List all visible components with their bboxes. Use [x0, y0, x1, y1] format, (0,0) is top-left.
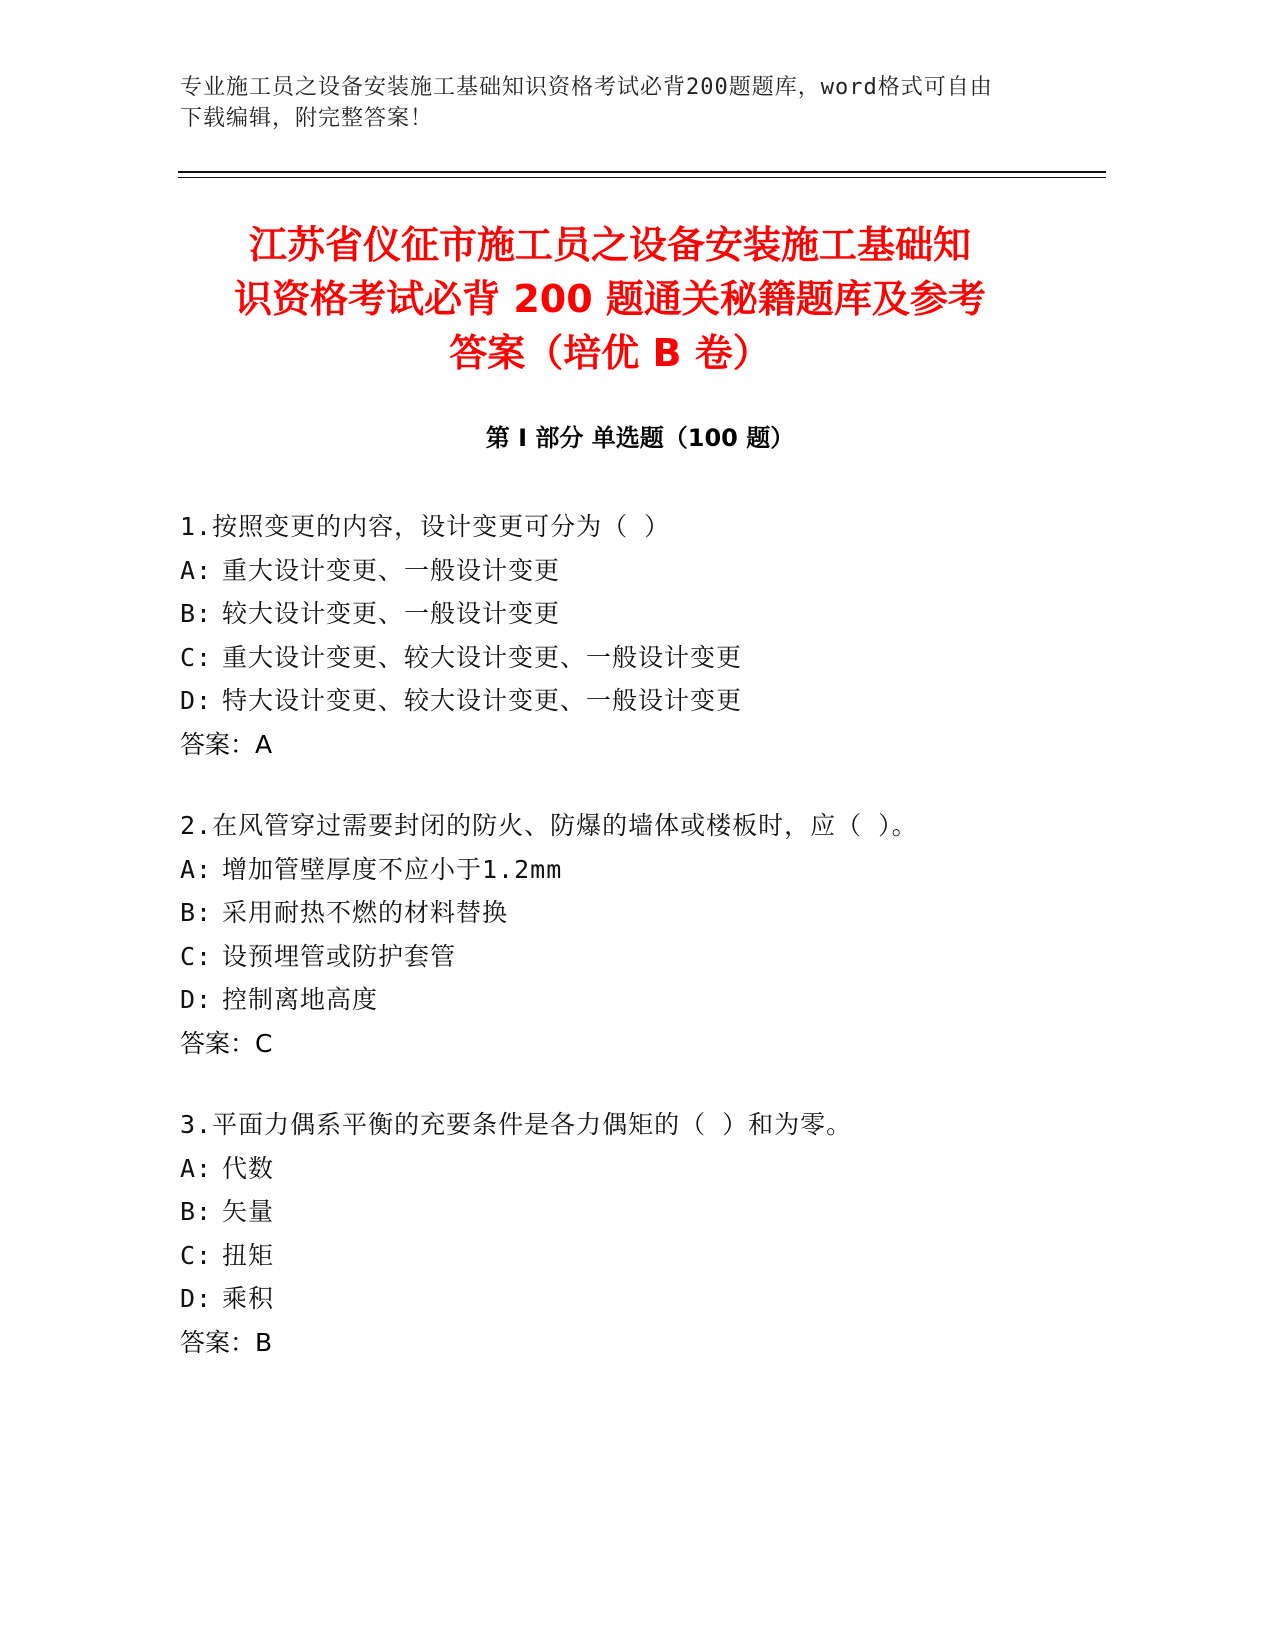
option-text: 乘积 — [222, 1284, 275, 1313]
question-3 — [180, 1103, 1100, 1364]
option-label: A: — [180, 854, 213, 884]
option-label: B: — [180, 599, 213, 628]
option-text: 增加管壁厚度不应小于1.2mm — [222, 854, 563, 884]
question-2 — [180, 804, 1100, 1065]
option-text: 控制离地高度 — [222, 985, 379, 1014]
option-text: 采用耐热不燃的材料替换 — [222, 898, 509, 927]
option-text: 特大设计变更、较大设计变更、一般设计变更 — [222, 686, 743, 715]
option-d — [180, 1277, 1100, 1321]
option-a — [180, 1147, 1100, 1191]
option-d — [180, 679, 1100, 723]
title-line-2: 识资格考试必背 200 题通关秘籍题库及参考 — [234, 277, 986, 321]
option-label: D: — [180, 686, 213, 715]
header-line-1: 专业施工员之设备安装施工基础知识资格考试必背200题题库，word格式可自由 — [180, 75, 993, 100]
option-b — [180, 891, 1100, 935]
option-c — [180, 935, 1100, 979]
option-text: 代数 — [222, 1153, 275, 1183]
question-list — [180, 505, 1100, 1402]
option-a — [180, 848, 1100, 892]
option-label: C: — [180, 642, 213, 672]
question-stem: 1.按照变更的内容，设计变更可分为（ ） — [180, 512, 671, 541]
question-stem: 2.在风管穿过需要封闭的防火、防爆的墙体或楼板时，应（ ）。 — [180, 811, 918, 840]
option-text: 较大设计变更、一般设计变更 — [222, 599, 561, 628]
option-b — [180, 592, 1100, 636]
option-label: A: — [180, 555, 213, 585]
section-title: 第 I 部分 单选题（100 题） — [485, 424, 795, 452]
option-text: 重大设计变更、一般设计变更 — [222, 555, 561, 585]
option-label: C: — [180, 1240, 213, 1270]
header-divider-thick — [178, 171, 1106, 173]
option-text: 扭矩 — [222, 1240, 275, 1270]
question-1 — [180, 505, 1100, 766]
title-line-1: 江苏省仪征市施工员之设备安装施工基础知 — [248, 223, 971, 267]
option-c — [180, 1234, 1100, 1278]
option-text: 重大设计变更、较大设计变更、一般设计变更 — [222, 642, 743, 672]
answer: 答案：B — [180, 1327, 273, 1357]
header-divider-thin — [178, 177, 1106, 178]
question-stem: 3.平面力偶系平衡的充要条件是各力偶矩的（ ）和为零。 — [180, 1110, 853, 1139]
answer: 答案：A — [180, 729, 273, 759]
option-label: B: — [180, 898, 213, 927]
option-text: 矢量 — [222, 1197, 275, 1226]
option-b — [180, 1190, 1100, 1234]
option-text: 设预埋管或防护套管 — [222, 941, 457, 971]
option-label: C: — [180, 941, 213, 971]
option-label: B: — [180, 1197, 213, 1226]
option-d — [180, 978, 1100, 1022]
page-header — [180, 72, 1100, 134]
option-label: A: — [180, 1153, 213, 1183]
header-line-2: 下载编辑，附完整答案！ — [180, 106, 434, 131]
document-title — [180, 218, 1040, 380]
option-a — [180, 549, 1100, 593]
option-c — [180, 636, 1100, 680]
option-label: D: — [180, 1284, 213, 1313]
option-label: D: — [180, 985, 213, 1014]
title-line-3: 答案（培优 B 卷） — [449, 331, 771, 375]
answer: 答案：C — [180, 1028, 273, 1058]
